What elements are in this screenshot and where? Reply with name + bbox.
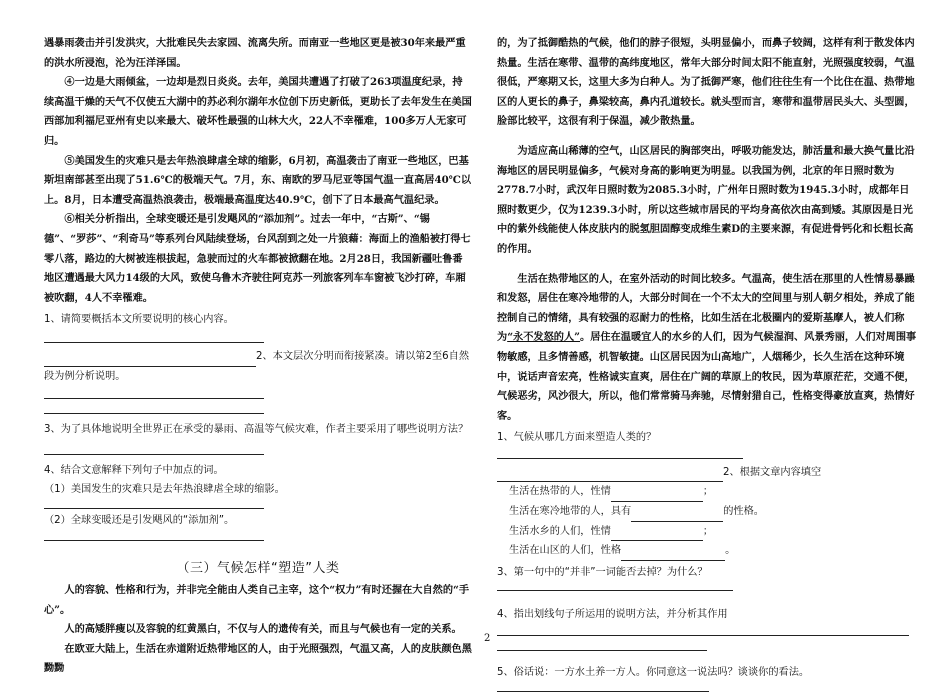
fill-text: 生活水乡的人们，性情 [509, 525, 611, 537]
paragraph-intro: 人的容貌、性格和行为，并非完全能由人类自己主宰，这个“权力”有时还握在大自然的“手心”。 [44, 584, 470, 616]
paragraph-body-shape: 的，为了抵御酷热的气候，他们的脖子很短，头明显偏小，而鼻子较阔，这样有利于散发体内热量。生活在寒带、温带的高纬度地区，常年大部分时间太阳不能直射，光照强度较弱，气温很低，严寒期又长，这里大多为白种人。为了抵御严寒，他们往往生有一个比住在温、热带地区的人更长的鼻子，鼻梁较高，鼻内孔道较长。就头型而言，寒带和温带居民头大、头型圆，脸部比较平，这很有利于保温，减少散热量。 [497, 37, 915, 128]
fill-blank-4 [509, 541, 919, 561]
answer-line[interactable] [44, 540, 264, 541]
fill-blank-3 [509, 522, 919, 542]
answer-line[interactable] [44, 413, 264, 414]
answer-line[interactable] [44, 454, 264, 455]
fill-blank-2 [509, 502, 919, 522]
question-r4: 4、指出划线句子所运用的说明方法，并分析其作用 [497, 609, 728, 621]
question-2 [44, 347, 472, 386]
paragraph-6: ⑥相关分析指出，全球变暖还是引发飓风的“添加剂”。过去一年中，“古斯”、“锡德”、“罗莎”、“利奇马”等系列台风陆续登场，台风刮到之处一片狼藉：海面上的渔船被打得七零八落，路边的大树被连根拔起，急驶而过的火车都被掀翻在地。2月28日，我国新疆吐鲁番地区遭遇最大风力14级的大风，致使乌鲁木齐驶往阿克苏一列旅客列车车窗被飞沙打碎，车厢被吹翻，4人不幸罹难。 [44, 213, 471, 304]
answer-line[interactable] [44, 508, 264, 509]
paragraph-skin: 在欧亚大陆上，生活在赤道附近热带地区的人，由于光照强烈，气温又高，人的皮肤颜色黑黝黝 [44, 642, 472, 675]
question-4-sub-2: （2）全球变暖还是引发飓风的“添加剂”。 [44, 514, 235, 526]
question-r2 [497, 463, 919, 483]
fill-blank[interactable] [631, 509, 723, 522]
paragraph-4: ④一边是大雨倾盆，一边却是烈日炎炎。去年，美国共遭遇了打破了263项温度纪录，持续高温干燥的天气不仅使五大湖中的苏必利尔湖年水位创下历史新低，更助长了去年发生在美国西部加利福尼亚州有史以来最大、破坏性最强的山林大火，22人不幸罹难，100多万人无家可归。 [44, 76, 472, 147]
question-4-sub-1: （1）美国发生的灾难只是去年热浪肆虐全球的缩影。 [44, 484, 285, 496]
question-r3: 3、第一句中的“并非”一词能否去掉？为什么？ [497, 566, 708, 578]
fill-blank-1 [509, 482, 919, 502]
fill-text: 。 [725, 545, 736, 557]
paragraph-appearance: 人的高矮胖瘦以及容貌的红黄黑白，不仅与人的遗传有关，而且与气候也有一定的关系。 [64, 623, 462, 636]
fill-blank[interactable] [611, 528, 703, 541]
paragraph-height: 为适应高山稀薄的空气，山区居民的胸部突出，呼吸功能发达，肺活量和最大换气量比沿海地区的居民明显偏多，气候对身高的影响更为明显。以我国为例，北京的年日照时数为2778.7小时，武汉年日照时数为2085.3小时，广州年日照时数为1945.3小时，成都年日照时数更少，仅为1239.3小时，所以这些城市居民的平均身高依次由高到矮。其原因是日光中的紫外线能使人体皮肤内的脱氢胆固醇变成维生素D的主要来源，有促进骨钙化和长粗长高的作用。 [497, 144, 915, 255]
answer-line[interactable] [497, 469, 723, 482]
fill-text: 的性格。 [723, 506, 764, 518]
fill-text: 生活在热带的人，性情 [509, 486, 611, 498]
answer-line[interactable] [44, 342, 264, 343]
question-r2-text: 2、根据文章内容填空 [723, 466, 822, 478]
fill-blank[interactable] [621, 548, 725, 561]
temperament-text-b: 。居住在温暖宜人的水乡的人们，因为气候湿润、风景秀丽，人们对周围事物敏感，且多情善感，机智敏捷。山区居民因为山高地广，人烟稀少，长久生活在这种环境中，说话声音宏亮，性格诚实直爽，居住在广阔的草原上的牧民，因为草原茫茫，交通不便，气候恶劣，风沙很大，所以，他们常常骑马奔驰，尽情射猎自己，性格变得豪放直爽，热情好客。 [497, 331, 917, 422]
question-r1: 1、气候从哪几方面来塑造人类的？ [497, 432, 657, 444]
question-r5: 5、俗话说：一方水土养一方人。你同意这一说法吗？谈谈你的看法。 [497, 667, 810, 679]
answer-line[interactable] [497, 691, 709, 692]
left-column [44, 34, 472, 679]
question-1: 1、请简要概括本文所要说明的核心内容。 [44, 314, 234, 326]
answer-line[interactable] [44, 354, 256, 367]
paragraph-5: ⑤美国发生的灾难只是去年热浪肆虐全球的缩影，6月初，高温袭击了南亚一些地区，巴基斯坦南部甚至出现了51.6℃的极端天气。7月，东、南欧的罗马尼亚等国气温一直高居40℃以上。8月，日本遭受高温热浪袭击，极端最高温度达40.9℃，创下了日本最高气温纪录。 [44, 154, 472, 206]
section-title: （三）气候怎样“塑造”人类 [176, 561, 340, 577]
right-column [497, 34, 919, 692]
fill-text: 生活在寒冷地带的人，具有 [509, 506, 632, 518]
temperament-text-a: 生活在热带地区的人，在室外活动的时间比较多。气温高，使生活在那里的人性情易暴躁和发怒，居住在寒冷地带的人，大部分时间在一个不太大的空间里与别人朝夕相处，养成了能控制自己的情绪，具有较强的忍耐力的性格，比如生活在北极圈内的爱斯基摩人，被人们称为 [497, 272, 915, 344]
answer-line[interactable] [497, 458, 743, 459]
fill-text: ； [702, 486, 714, 498]
paragraph-temperament [497, 270, 919, 427]
page-number: 2 [484, 633, 491, 644]
fill-text: 生活在山区的人们，性格 [509, 545, 622, 557]
question-2-text: 2、本文层次分明而衔接紧凑。请以第2至6自然段为例分析说明。 [44, 350, 470, 382]
paragraph-3-end: 遇暴雨袭击并引发洪灾，大批难民失去家园、流离失所。而南亚一些地区更是被30年来最严重的洪水所浸泡，沦为汪洋泽国。 [44, 37, 466, 69]
underlined-sentence: “永不发怒的人” [507, 331, 581, 344]
fill-text: ； [702, 525, 714, 537]
question-4: 4、结合文意解释下列句子中加点的词。 [44, 464, 224, 476]
fill-blank[interactable] [611, 489, 703, 502]
question-3: 3、为了具体地说明全世界正在承受的暴雨、高温等气候灾难，作者主要采用了哪些说明方法？ [44, 424, 469, 436]
